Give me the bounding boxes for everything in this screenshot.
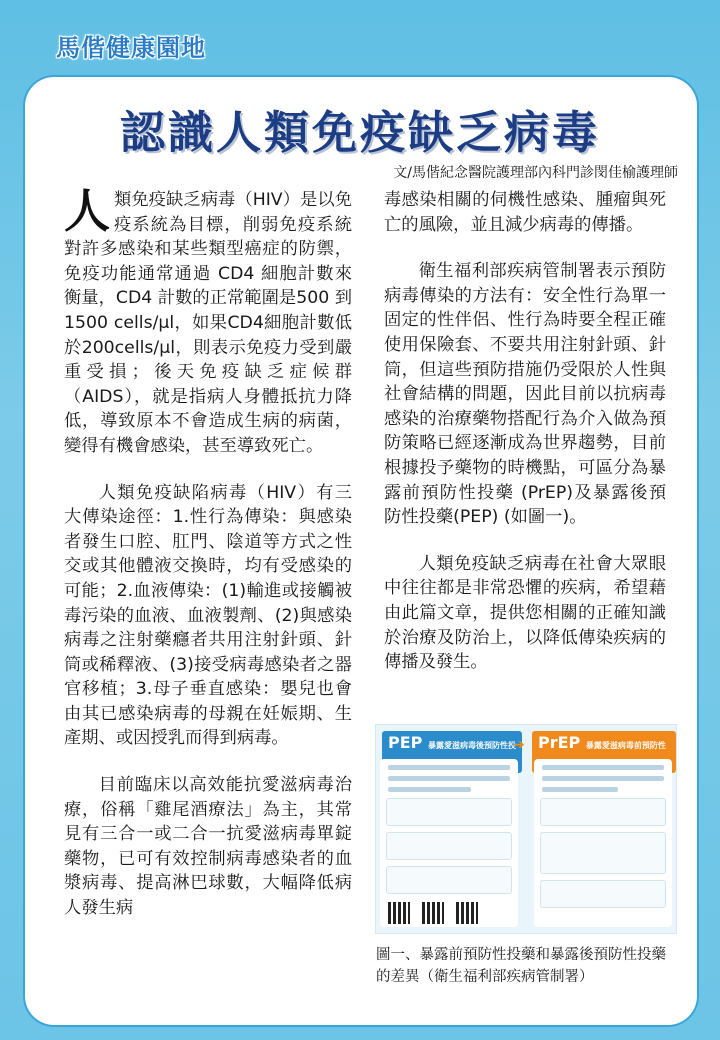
paragraph-5: 人類免疫缺乏病毒在社會大眾眼中往往都是非常恐懼的疾病，希望藉由此篇文章，提供您相關的正確知識於治療及防治上，以降低傳染疾病的傳播及發生。 (384, 553, 666, 673)
pep-sub: 暴露愛滋病毒後預防性投 (427, 741, 516, 750)
paragraph-3-continued: 毒感染相關的伺機性感染、腫瘤與死亡的風險，並且減少病毒的傳播。 (384, 190, 666, 235)
qr-code-icon (388, 902, 410, 924)
article-title: 認識人類免疫缺乏病毒 (119, 106, 600, 159)
right-column (384, 188, 666, 675)
prep-panel (530, 725, 676, 933)
arrow-right-icon: ➔ (513, 737, 525, 753)
prep-label: PrEP (538, 733, 581, 752)
paragraph-1-text: 類免疫缺乏病毒（HIV）是以免疫系統為目標，削弱免疫系統對許多感染和某些類型癌症的防禦，免疫功能通常通過 CD4 細胞計數來衡量，CD4 計數的正常範圍是500 到1500 cells/μl，如果CD4細胞計數低於200cells/μl，則表示免疫力受到嚴重受損；後天免疫缺乏症候群（AIDS），就是指病人身體抵抗力降低，導致原本不會造成生病的病菌，變得有機會感染，甚至導致死亡。 (64, 190, 352, 456)
paragraph-2: 人類免疫缺陷病毒（HIV）有三大傳染途徑：1.性行為傳染：與感染者發生口腔、肛門、陰道等方式之性交或其他體液交換時，均有受感染的可能；2.血液傳染：(1)輸進或接觸被毒污染的血液、血液製劑、(2)與感染病毒之注射藥癮者共用注射針頭、針筒或稀釋液、(3)接受病毒感染者之器官移植；3.母子垂直感染：嬰兒也會由其已感染病毒的母親在妊娠期、生產期、或因授乳而得到病毒。 (64, 482, 352, 749)
qr-code-icon (456, 902, 478, 924)
paragraph-1 (64, 184, 352, 459)
pep-label: PEP (388, 733, 423, 752)
prep-sub: 暴露愛滋病毒前預防性 (585, 741, 666, 750)
pep-body (380, 759, 518, 927)
drop-cap: 人 (64, 184, 110, 238)
pep-prep-figure (375, 724, 677, 934)
figure-caption: 圖一、暴露前預防性投藥和暴露後預防性投藥的差異（衛生福利部疾病管制署） (376, 947, 666, 985)
article-byline: 文/馬偕紀念醫院護理部內科門診閔佳榆護理師 (393, 165, 678, 181)
qr-code-icon (422, 902, 444, 924)
paragraph-4: 衛生福利部疾病管制署表示預防病毒傳染的方法有：安全性行為單一固定的性伴侶、性行為時要全程正確使用保險套、不要共用注射針頭、針筒，但這些預防措施仍受限於人性與社會結構的問題，因此目前以抗病毒感染的治療藥物搭配行為介入做為預防策略已經逐漸成為世界趨勢，目前根據投予藥物的時機點，可區分為暴露前預防性投藥 (PrEP)及暴露後預防性投藥(PEP) (如圖一)。 (384, 261, 666, 528)
paragraph-3: 目前臨床以高效能抗愛滋病毒治療，俗稱「雞尾酒療法」為主，其常見有三合一或二合一抗愛滋病毒單錠藥物，已可有效控制病毒感染者的血漿病毒、提高淋巴球數，大幅降低病人發生病 (64, 775, 352, 919)
left-column (64, 184, 352, 921)
pep-panel (376, 725, 522, 933)
prep-body (534, 759, 672, 927)
column-title: 馬偕健康園地 (56, 34, 206, 62)
